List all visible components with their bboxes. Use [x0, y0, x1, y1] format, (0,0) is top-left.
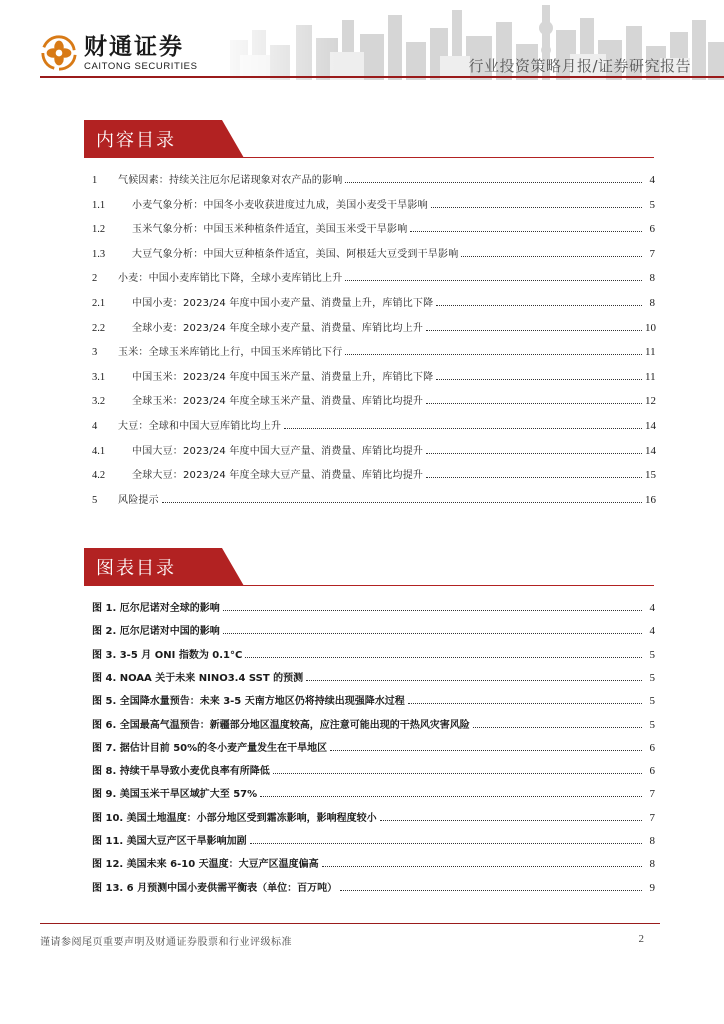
dot-leader — [330, 750, 642, 751]
toc-entry-page: 14 — [645, 420, 656, 432]
figure-entry[interactable] — [92, 786, 655, 802]
figure-entry[interactable] — [92, 600, 655, 616]
dot-leader — [410, 231, 642, 232]
toc-entry-number: 4 — [92, 421, 98, 432]
toc-entry-title: 全球玉米：2023/24 年度全球玉米产量、消费量、库销比均提升 — [132, 396, 424, 408]
toc-entry-page: 11 — [645, 346, 656, 359]
figure-entry-title: 图 12. 美国未来 6-10 天温度：大豆产区温度偏高 — [92, 859, 319, 871]
company-name-en: CAITONG SECURITIES — [84, 60, 198, 72]
dot-leader — [245, 657, 642, 658]
figure-entry-page: 7 — [649, 788, 655, 801]
dot-leader — [340, 890, 642, 891]
dot-leader — [345, 280, 642, 281]
toc-entry-title: 小麦：中国小麦库销比下降，全球小麦库销比上升 — [118, 273, 343, 285]
toc-entry-title: 全球大豆：2023/24 年度全球大豆产量、消费量、库销比均提升 — [132, 470, 424, 482]
figure-entry-title: 图 6. 全国最高气温预告：新疆部分地区温度较高，应注意可能出现的干热风灾害风险 — [92, 719, 470, 731]
toc-entry[interactable] — [92, 393, 655, 409]
figure-entry[interactable] — [92, 693, 655, 709]
banner-underline — [84, 585, 654, 586]
figure-entry-title: 图 8. 持续干旱导致小麦优良率有所降低 — [92, 766, 270, 778]
figure-entry-title: 图 11. 美国大豆产区干旱影响加剧 — [92, 836, 247, 847]
toc-entry-title: 中国大豆：2023/24 年度中国大豆产量、消费量、库销比均提升 — [132, 445, 424, 457]
dot-leader — [426, 477, 642, 478]
figure-entry[interactable] — [92, 880, 655, 896]
dot-leader — [473, 727, 642, 728]
figure-entry-page: 9 — [649, 881, 655, 894]
figure-entry-page: 7 — [649, 811, 655, 824]
page-number: 2 — [638, 933, 644, 945]
figure-entry-page: 4 — [649, 625, 655, 638]
dot-leader — [426, 403, 642, 404]
footer-divider — [40, 923, 660, 924]
toc-entry-page: 4 — [649, 174, 655, 186]
dot-leader — [345, 354, 642, 355]
toc-entry-page: 8 — [649, 297, 655, 309]
toc-entry[interactable] — [92, 246, 655, 262]
toc-entry-title: 玉米气象分析：中国玉米种植条件适宜，美国玉米受干旱影响 — [132, 224, 408, 236]
figure-entry[interactable] — [92, 647, 655, 663]
toc-entry[interactable] — [92, 492, 655, 508]
toc-section-title: 内容目录 — [96, 130, 176, 151]
dot-leader — [380, 820, 642, 821]
figure-entry-page: 4 — [649, 602, 655, 614]
figure-section-title: 图表目录 — [96, 558, 176, 579]
toc-entry[interactable] — [92, 467, 655, 483]
dot-leader — [431, 207, 642, 208]
figure-entry-page: 5 — [649, 718, 655, 731]
toc-entry-title: 小麦气象分析：中国冬小麦收获进度过九成，美国小麦受干旱影响 — [132, 199, 428, 211]
dot-leader — [260, 796, 642, 797]
dot-leader — [322, 866, 642, 867]
figure-entry-page: 8 — [649, 835, 655, 847]
toc-entry-page: 12 — [645, 395, 656, 408]
dot-leader — [250, 843, 642, 844]
company-logo — [40, 34, 198, 72]
toc-entry-number: 3 — [92, 347, 98, 359]
toc-entry-page: 11 — [645, 370, 656, 383]
toc-entry-page: 15 — [645, 469, 656, 482]
figure-entry[interactable] — [92, 763, 655, 779]
dot-leader — [162, 502, 642, 503]
figure-entry-title: 图 7. 据估计目前 50%的冬小麦产量发生在干旱地区 — [92, 742, 328, 754]
toc-entry[interactable] — [92, 344, 655, 360]
toc-entry[interactable] — [92, 221, 655, 237]
toc-entry-number: 2.2 — [92, 322, 106, 334]
toc-entry-title: 玉米：全球玉米库销比上行，中国玉米库销比下行 — [118, 347, 343, 359]
toc-entry-number: 1.3 — [92, 248, 106, 260]
figure-entry-title: 图 13. 6 月预测中国小麦供需平衡表（单位：百万吨） — [92, 882, 338, 894]
banner-underline — [84, 157, 654, 158]
toc-entry-title: 中国玉米：2023/24 年度中国玉米产量、消费量上升，库销比下降 — [132, 371, 434, 383]
toc-entry-number: 5 — [92, 494, 98, 506]
dot-leader — [426, 330, 642, 331]
figure-entry-title: 图 10. 美国土地温度：小部分地区受到霜冻影响，影响程度较小 — [92, 812, 377, 824]
toc-entry-page: 6 — [649, 223, 655, 236]
toc-entry[interactable] — [92, 270, 655, 286]
header-divider — [40, 76, 724, 78]
toc-entry[interactable] — [92, 295, 655, 311]
figure-entry-page: 6 — [649, 741, 655, 754]
toc-entry-number: 2.1 — [92, 298, 106, 309]
toc-entry-title: 大豆：全球和中国大豆库销比均上升 — [118, 421, 282, 432]
figure-entry-title: 图 9. 美国玉米干旱区域扩大至 57% — [92, 789, 258, 801]
report-type-label: 行业投资策略月报/证券研究报告 — [468, 57, 691, 75]
dot-leader — [284, 428, 642, 429]
toc-entry-title: 中国小麦：2023/24 年度中国小麦产量、消费量上升，库销比下降 — [132, 298, 434, 309]
figure-entry[interactable] — [92, 670, 655, 686]
toc-entry-page: 14 — [645, 444, 656, 457]
figure-entry[interactable] — [92, 833, 655, 849]
figure-entry[interactable] — [92, 623, 655, 639]
toc-entry-number: 4.1 — [92, 445, 106, 457]
toc-entry-title: 风险提示 — [118, 494, 159, 506]
toc-entry-page: 5 — [649, 198, 655, 211]
dot-leader — [306, 680, 642, 681]
dot-leader — [436, 379, 642, 380]
toc-entry[interactable] — [92, 418, 655, 434]
figure-entry-title: 图 2. 厄尔尼诺对中国的影响 — [92, 626, 220, 638]
figure-entry-page: 8 — [649, 858, 655, 871]
toc-entry-title: 大豆气象分析：中国大豆种植条件适宜，美国、阿根廷大豆受到干旱影响 — [132, 248, 459, 260]
toc-entry-page: 8 — [649, 272, 655, 285]
toc-entry[interactable] — [92, 197, 655, 213]
toc-entry[interactable] — [92, 172, 655, 188]
dot-leader — [461, 256, 642, 257]
dot-leader — [273, 773, 642, 774]
toc-entry[interactable] — [92, 369, 655, 385]
toc-entry[interactable] — [92, 443, 655, 459]
toc-entry-page: 7 — [649, 247, 655, 260]
figure-entry-title: 图 3. 3-5 月 ONI 指数为 0.1°C — [92, 649, 243, 661]
figure-entry[interactable] — [92, 810, 655, 826]
figure-entry-title: 图 1. 厄尔尼诺对全球的影响 — [92, 603, 220, 614]
footer-disclaimer: 谨请参阅尾页重要声明及财通证券股票和行业评级标准 — [40, 937, 292, 948]
toc-entry-title: 气候因素：持续关注厄尔尼诺现象对农产品的影响 — [118, 175, 343, 186]
company-name-cn: 财通证券 — [84, 33, 184, 60]
figure-entry-page: 5 — [649, 648, 655, 661]
figure-entry-page: 5 — [649, 671, 655, 684]
figure-entry-page: 5 — [649, 695, 655, 708]
dot-leader — [426, 453, 642, 454]
figure-entry-page: 6 — [649, 765, 655, 778]
toc-entry-number: 3.2 — [92, 396, 106, 408]
toc-entry-number: 4.2 — [92, 470, 106, 482]
dot-leader — [345, 182, 642, 183]
figure-entry[interactable] — [92, 740, 655, 756]
toc-entry-number: 1 — [92, 175, 98, 186]
figure-entry-title: 图 4. NOAA 关于未来 NINO3.4 SST 的预测 — [92, 672, 304, 684]
toc-entry-number: 3.1 — [92, 371, 106, 383]
toc-section-banner — [84, 120, 654, 158]
toc-entry-title: 全球小麦：2023/24 年度全球小麦产量、消费量、库销比均上升 — [132, 322, 424, 334]
dot-leader — [408, 703, 642, 704]
figure-section-banner — [84, 548, 654, 586]
figure-entry[interactable] — [92, 856, 655, 872]
toc-entry-page: 16 — [645, 493, 656, 506]
toc-entry-number: 2 — [92, 273, 98, 285]
figure-entry[interactable] — [92, 717, 655, 733]
dot-leader — [436, 305, 642, 306]
toc-entry-page: 10 — [645, 321, 656, 334]
dot-leader — [223, 633, 642, 634]
caitong-logo-icon — [40, 34, 78, 72]
page-header — [0, 0, 724, 80]
toc-entry[interactable] — [92, 320, 655, 336]
figure-entry-title: 图 5. 全国降水量预告：未来 3-5 天南方地区仍将持续出现强降水过程 — [92, 696, 405, 708]
dot-leader — [223, 610, 642, 611]
toc-entry-number: 1.1 — [92, 199, 106, 211]
toc-entry-number: 1.2 — [92, 224, 106, 236]
